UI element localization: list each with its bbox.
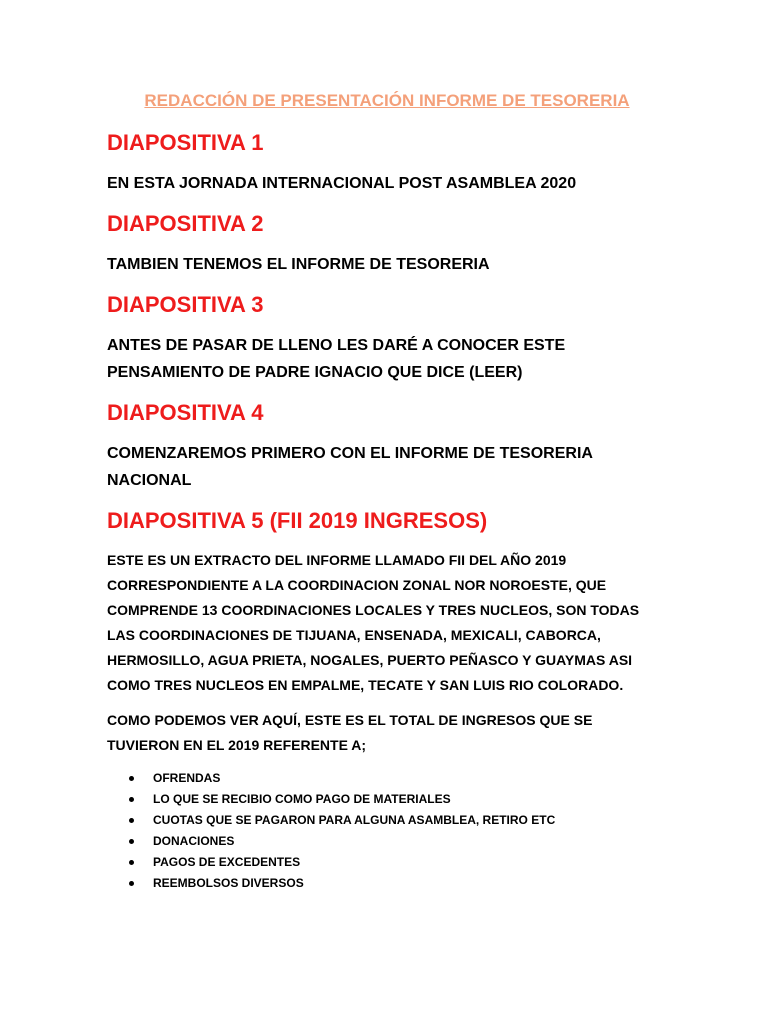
bullet-icon [129, 818, 134, 823]
slide-text: TAMBIEN TENEMOS EL INFORME DE TESORERIA [107, 256, 490, 273]
bullet-icon [129, 839, 134, 844]
list-item [129, 789, 667, 810]
slide-heading: DIAPOSITIVA 5 (FII 2019 INGRESOS) [107, 508, 488, 533]
list-item [129, 768, 667, 789]
slide-section-4 [107, 400, 667, 494]
slide-section-5 [107, 508, 667, 894]
list-item-label: DONACIONES [153, 834, 235, 848]
slide-heading: DIAPOSITIVA 3 [107, 292, 264, 317]
slide-section-2 [107, 211, 667, 278]
slide-text: ANTES DE PASAR DE LLENO LES DARÉ A CONOCER ESTE PENSAMIENTO DE PADRE IGNACIO QUE DICE (LEER) [107, 337, 566, 381]
list-item-label: CUOTAS QUE SE PAGARON PARA ALGUNA ASAMBLEA, RETIRO ETC [153, 813, 556, 827]
bullet-icon [129, 860, 134, 865]
slide-text: EN ESTA JORNADA INTERNACIONAL POST ASAMBLEA 2020 [107, 175, 577, 192]
list-item [129, 873, 667, 894]
list-item-label: PAGOS DE EXCEDENTES [153, 855, 301, 869]
list-item-label: OFRENDAS [153, 771, 221, 785]
slide-heading: DIAPOSITIVA 2 [107, 211, 264, 236]
list-item [129, 852, 667, 873]
list-item-label: LO QUE SE RECIBIO COMO PAGO DE MATERIALES [153, 792, 451, 806]
slide-text: COMENZAREMOS PRIMERO CON EL INFORME DE TESORERIA NACIONAL [107, 445, 593, 489]
slide-section-3 [107, 292, 667, 386]
document-title: REDACCIÓN DE PRESENTACIÓN INFORME DE TESORERIA [144, 91, 630, 110]
bullet-icon [129, 881, 134, 886]
slide-section-1 [107, 130, 667, 197]
slide-paragraph: ESTE ES UN EXTRACTO DEL INFORME LLAMADO FII DEL AÑO 2019 CORRESPONDIENTE A LA COORDINACION ZONAL NOR NOROESTE, QUE COMPRENDE 13 COORDINACIONES LOCALES Y TRES NUCLEOS, SON TODAS LAS COORDINACIONES DE TIJUANA, ENSENADA, MEXICALI, CABORCA, HERMOSILLO, AGUA PRIETA, NOGALES, PUERTO PEÑASCO Y GUAYMAS ASI COMO TRES NUCLEOS EN EMPALME, TECATE Y SAN LUIS RIO COLORADO. [107, 552, 640, 693]
bullet-icon [129, 776, 134, 781]
slide-heading: DIAPOSITIVA 1 [107, 130, 264, 155]
list-item [129, 810, 667, 831]
bullet-icon [129, 797, 134, 802]
slide-paragraph: COMO PODEMOS VER AQUÍ, ESTE ES EL TOTAL DE INGRESOS QUE SE TUVIERON EN EL 2019 REFERENTE A; [107, 712, 593, 753]
list-item [129, 831, 667, 852]
list-item-label: REEMBOLSOS DIVERSOS [153, 876, 304, 890]
income-list [107, 768, 667, 894]
slide-heading: DIAPOSITIVA 4 [107, 400, 264, 425]
document-content [107, 90, 667, 894]
